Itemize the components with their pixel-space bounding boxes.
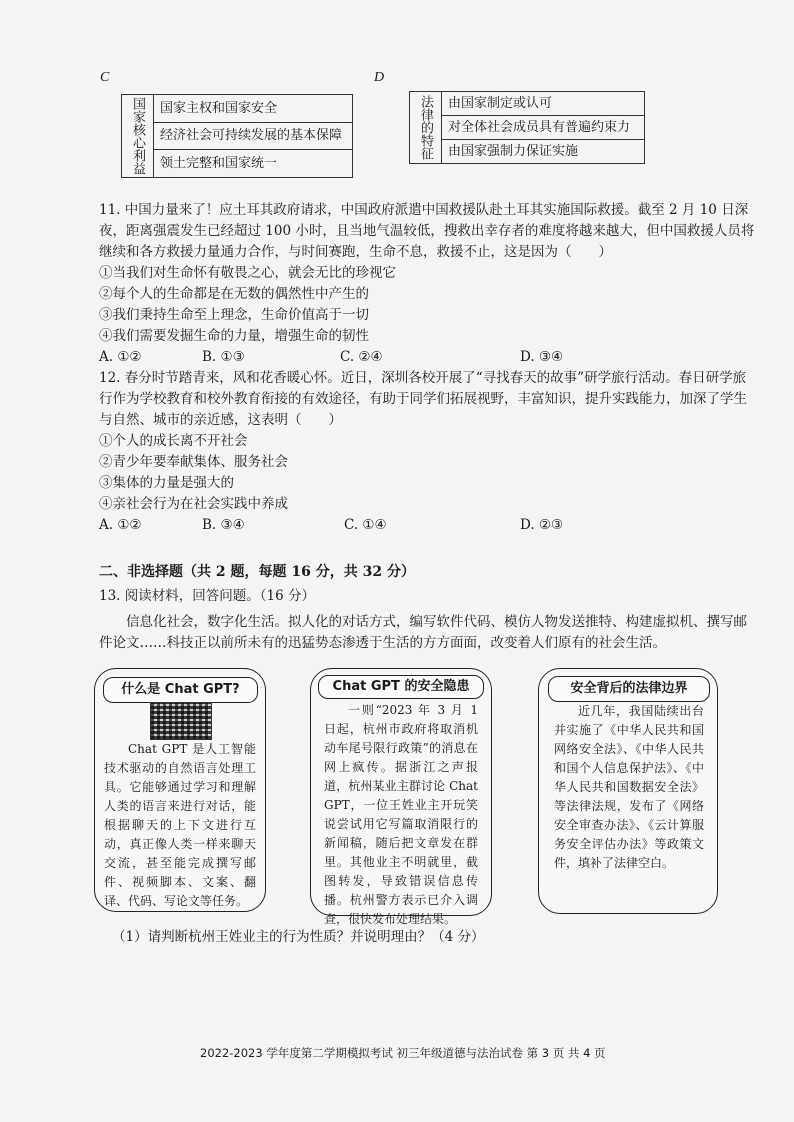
q12-choice-c: C. ①④	[344, 517, 387, 533]
option-d-row: 由国家强制力保证实施	[442, 140, 645, 164]
card-body: Chat GPT 是人工智能技术驱动的自然语言处理工具。它能够通过学习和理解人类的语言来进行对话，能根据聊天的上下文进行互动，真正像人类一样来聊天交流，甚至能完成撰写邮件、视频脚本、文案、翻译、代码、写论文等任务。	[104, 742, 256, 908]
q13-sub1: （1）请判断杭州王姓业主的行为性质？并说明理由？（4 分）	[112, 929, 485, 945]
option-d-row: 由国家制定或认可	[442, 92, 645, 116]
option-d-row: 对全体社会成员具有普遍约束力	[442, 116, 645, 140]
q13-intro: 信息化社会，数字化生活。拟人化的对话方式，编写软件代码、模仿人物发送推特、构建虚拟机、撰写邮件论文……科技正以前所未有的迅猛势态渗透于生活的方方面面，改变着人们原有的社会生活。	[99, 614, 747, 651]
q12-choice-d: D. ②③	[520, 517, 564, 533]
q12-item: ①个人的成长离不开社会	[99, 433, 248, 449]
card-body: 一则“2023 年 3 月 1 日起，杭州市政府将取消机动车尾号限行政策”的消息在网上疯传。据浙江之声报道，杭州某业主群讨论 Chat GPT，一位王姓业主开玩笑说尝试用它写篇取消限行的新闻稿，随后把文章发在群里。其他业主不明就里，截图转发，导致错误信息传播。杭州警方表示已介入调查，很快发布处理结果。	[324, 703, 478, 926]
option-c-row: 领土完整和国家统一	[154, 150, 353, 178]
q11-choice-d: D. ③④	[520, 349, 564, 365]
option-c-table	[121, 94, 353, 178]
q11-item: ④我们需要发掘生命的力量，增强生命的韧性	[99, 328, 369, 344]
option-c-vertical-label: 国家核心利益	[122, 95, 154, 178]
q12-choice-a: A. ①②	[99, 517, 142, 533]
page-footer: 2022-2023 学年度第二学期模拟考试 初三年级道德与法治试卷 第 3 页 共 4 页	[200, 1046, 606, 1060]
q11-choice-b: B. ①③	[202, 349, 245, 365]
q11-item: ③我们秉持生命至上理念，生命价值高于一切	[99, 307, 369, 323]
q13-stem: 13. 阅读材料，回答问题。（16 分）	[99, 588, 315, 604]
q11-item: ①当我们对生命怀有敬畏之心，就会无比的珍视它	[99, 265, 396, 281]
card-title: Chat GPT 的安全隐患	[318, 675, 484, 699]
option-d-letter: D	[374, 70, 385, 85]
q12-stem: 12. 春分时节踏青来，风和花香暖心怀。近日，深圳各校开展了“寻找春天的故事”研学旅行活动。春日研学旅行作为学校教育和校外教育衔接的有效途径，有助于同学们拓展视野，丰富知识，提升实践能力，加深了学生与自然、城市的亲近感，这表明（ ）	[99, 370, 747, 428]
q12-item: ②青少年要奉献集体、服务社会	[99, 454, 288, 470]
q12-item: ④亲社会行为在社会实践中养成	[99, 496, 288, 512]
card-title: 安全背后的法律边界	[548, 676, 710, 702]
q11-stem: 11. 中国力量来了！应土耳其政府请求，中国政府派遣中国救援队赴土耳其实施国际救援。截至 2 月 10 日深夜，距离强震发生已经超过 100 小时，且当地气温较低，搜救出幸存者的难度将越来越大，但中国救援人员将继续和各方救援力量通力合作，与时间赛跑，生命不息，救援不止，这是因为（ ）	[99, 202, 755, 260]
q11-choices	[99, 347, 563, 368]
option-d-table	[409, 91, 645, 164]
card-title: 什么是 Chat GPT?	[103, 677, 258, 703]
q12-choices	[99, 515, 563, 536]
q12-choice-b: B. ③④	[202, 517, 245, 533]
q11-item: ②每个人的生命都是在无数的偶然性中产生的	[99, 286, 369, 302]
option-c-row: 经济社会可持续发展的基本保障	[154, 122, 353, 150]
card-body: 近几年，我国陆续出台并实施了《中华人民共和国网络安全法》、《中华人民共和国个人信息保护法》、《中华人民共和国数据安全法》等法律法规，发布了《网络安全审查办法》、《云计算服务安全评估办法》等政策文件，填补了法律空白。	[554, 704, 704, 870]
q12-item: ③集体的力量是强大的	[99, 475, 234, 491]
qr-code-icon	[150, 702, 212, 740]
option-c-row: 国家主权和国家安全	[154, 95, 353, 123]
option-c-letter: C	[100, 70, 110, 85]
section-heading: 二、非选择题（共 2 题，每题 16 分，共 32 分）	[99, 564, 415, 580]
q11-choice-a: A. ①②	[99, 349, 142, 365]
q11-choice-c: C. ②④	[340, 349, 383, 365]
option-d-vertical-label: 法律的特征	[410, 92, 442, 164]
